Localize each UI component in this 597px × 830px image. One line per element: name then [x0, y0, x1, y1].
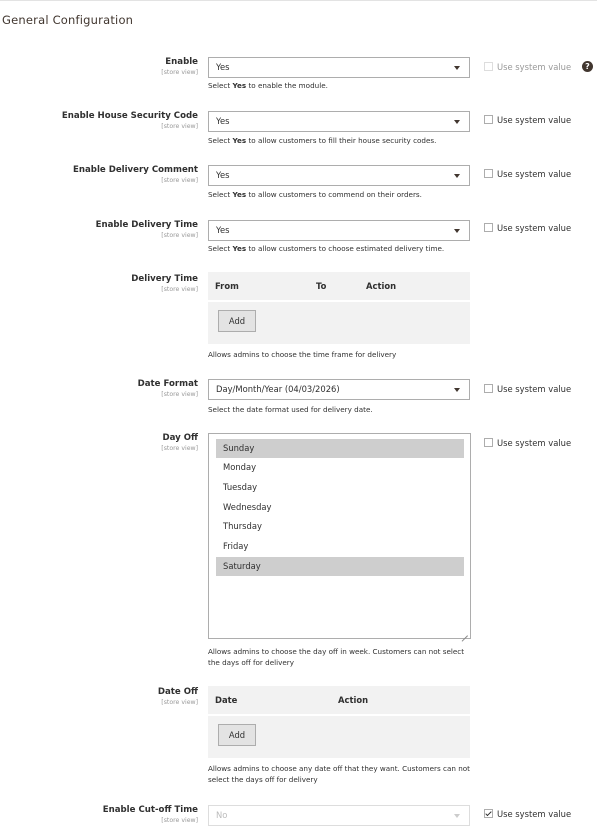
- delivery-time-label: Delivery Time: [131, 274, 198, 284]
- delivery-comment-note: Select Yes to allow customers to commend on their orders.: [208, 190, 422, 199]
- scope-label: [store view]: [161, 445, 198, 452]
- scope-label: [store view]: [161, 232, 198, 239]
- delivery-comment-select[interactable]: [208, 165, 470, 186]
- use-system-checkbox[interactable]: [484, 384, 493, 393]
- delivery-time-label-group: [131, 274, 198, 294]
- chevron-down-icon: [447, 166, 469, 185]
- scope-label: [store view]: [161, 391, 198, 398]
- add-date-off-button[interactable]: Add: [218, 724, 256, 746]
- date-format-label-group: [138, 379, 198, 399]
- use-system-checkbox[interactable]: [484, 115, 493, 124]
- house-security-note: Select Yes to allow customers to fill their house security codes.: [208, 136, 437, 145]
- date-format-use-system-value[interactable]: Use system value: [484, 384, 571, 394]
- question-circle-icon[interactable]: ?: [582, 61, 593, 72]
- house-security-label-group: [62, 111, 198, 131]
- chevron-down-icon: [447, 221, 469, 240]
- delivery-comment-select-value: Yes: [216, 170, 230, 180]
- day-off-option[interactable]: Tuesday: [223, 482, 258, 492]
- day-off-multiselect[interactable]: [208, 433, 471, 639]
- day-off-label-group: [161, 433, 198, 453]
- use-system-checkbox[interactable]: [484, 169, 493, 178]
- chevron-down-icon: [447, 112, 469, 131]
- delivery-time-enable-label-group: [96, 220, 198, 240]
- grid-header: [208, 686, 470, 716]
- delivery-time-enable-select-value: Yes: [216, 225, 230, 235]
- add-delivery-time-button[interactable]: Add: [218, 310, 256, 332]
- cutoff-label-group: [103, 805, 198, 825]
- delivery-time-note: Allows admins to choose the time frame for delivery: [208, 350, 397, 359]
- section-title: General Configuration: [2, 13, 134, 27]
- date-format-select[interactable]: [208, 379, 470, 400]
- cutoff-use-system-value[interactable]: Use system value: [484, 809, 571, 819]
- day-off-option[interactable]: Sunday: [216, 439, 464, 458]
- column-header-to: To: [316, 281, 327, 291]
- delivery-time-enable-note: Select Yes to allow customers to choose estimated delivery time.: [208, 244, 445, 253]
- column-header-from: From: [215, 281, 239, 291]
- column-header-action: Action: [366, 281, 397, 291]
- scope-label: [store view]: [161, 817, 198, 824]
- resize-grip-icon[interactable]: [462, 630, 468, 636]
- date-format-note: Select the date format used for delivery date.: [208, 405, 373, 414]
- delivery-time-enable-label: Enable Delivery Time: [95, 220, 198, 230]
- house-security-select-value: Yes: [216, 116, 230, 126]
- column-header-date: Date: [215, 695, 238, 705]
- scope-label: [store view]: [161, 177, 198, 184]
- delivery-comment-use-system-value[interactable]: Use system value: [484, 169, 571, 179]
- chevron-down-icon: [447, 806, 469, 825]
- cutoff-label: Enable Cut-off Time: [102, 805, 198, 815]
- scope-label: [store view]: [161, 123, 198, 130]
- enable-select-value: Yes: [216, 62, 230, 72]
- column-header-action: Action: [338, 695, 369, 705]
- day-off-option[interactable]: Saturday: [216, 557, 464, 576]
- delivery-time-enable-select[interactable]: [208, 220, 470, 241]
- date-off-label: Date Off: [157, 687, 198, 697]
- chevron-down-icon: [447, 380, 469, 399]
- chevron-down-icon: [447, 58, 469, 77]
- enable-note: Select Yes to enable the module.: [208, 81, 328, 90]
- scope-label: [store view]: [161, 699, 198, 706]
- day-off-option[interactable]: Monday: [223, 462, 257, 472]
- use-system-checkbox[interactable]: [484, 223, 493, 232]
- delivery-comment-label-group: [73, 165, 198, 185]
- day-off-use-system-value[interactable]: Use system value: [484, 438, 571, 448]
- top-divider: [0, 0, 597, 1]
- date-off-grid: [208, 686, 470, 758]
- delivery-time-grid: [208, 272, 470, 344]
- enable-label: Enable: [165, 57, 198, 67]
- grid-header: [208, 272, 470, 302]
- cutoff-select-value: No: [216, 810, 228, 820]
- use-system-checkbox[interactable]: [484, 438, 493, 447]
- enable-select[interactable]: [208, 57, 470, 78]
- day-off-option[interactable]: Wednesday: [223, 502, 272, 512]
- use-system-checkbox[interactable]: [484, 809, 493, 818]
- date-format-label: Date Format: [137, 379, 198, 389]
- date-format-select-value: Day/Month/Year (04/03/2026): [216, 384, 340, 394]
- use-system-checkbox[interactable]: [484, 62, 493, 71]
- date-off-label-group: [158, 687, 198, 707]
- house-security-label: Enable House Security Code: [61, 111, 198, 121]
- day-off-note: Allows admins to choose the day off in week. Customers can not select the days off for delivery: [208, 647, 465, 667]
- day-off-option[interactable]: Thursday: [223, 521, 262, 531]
- enable-label-group: [161, 57, 198, 77]
- house-security-select[interactable]: [208, 111, 470, 132]
- scope-label: [store view]: [161, 286, 198, 293]
- day-off-label: Day Off: [162, 433, 198, 443]
- scope-label: [store view]: [161, 69, 198, 76]
- date-off-note: Allows admins to choose any date off that they want. Customers can not select the days off for delivery: [208, 764, 470, 784]
- day-off-option[interactable]: Friday: [223, 541, 249, 551]
- house-security-use-system-value[interactable]: Use system value: [484, 115, 571, 125]
- enable-use-system-value[interactable]: Use system value: [484, 62, 571, 72]
- cutoff-select[interactable]: [208, 805, 470, 826]
- delivery-comment-label: Enable Delivery Comment: [73, 165, 198, 175]
- delivery-time-enable-use-system-value[interactable]: Use system value: [484, 223, 571, 233]
